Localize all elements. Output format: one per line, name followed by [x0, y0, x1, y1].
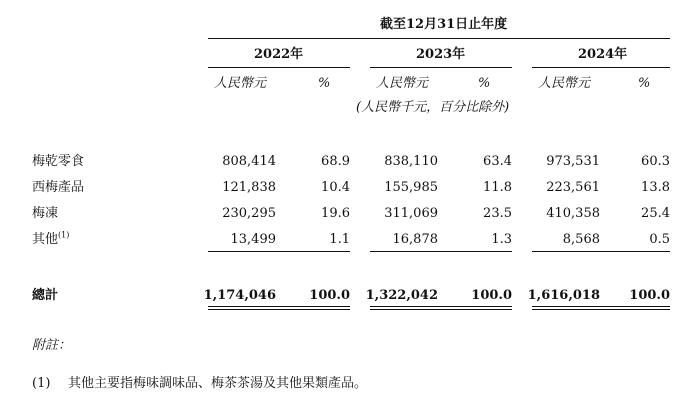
value-2023-amount: 155,985 [384, 180, 438, 195]
row-label-text: 其他 [32, 232, 59, 247]
value-2022-percent: 19.6 [321, 206, 350, 221]
row-label: 梅乾零食 [32, 154, 85, 169]
notes-heading: 附註： [32, 338, 72, 353]
currency-label-2023: 人民幣元 [376, 76, 429, 91]
value-2023-percent: 1.3 [491, 232, 512, 247]
value-2022-percent: 1.1 [329, 232, 350, 247]
period-rule [208, 38, 670, 39]
value-2024-percent: 25.4 [641, 206, 670, 221]
value-2024-amount: 223,561 [546, 180, 600, 195]
year-2024-rule [532, 67, 670, 68]
total-2022-percent: 100.0 [309, 288, 350, 303]
year-2022-header: 2022年 [254, 47, 304, 62]
currency-label-2024: 人民幣元 [538, 76, 591, 91]
total-double-rule [370, 306, 512, 310]
value-2024-percent: 60.3 [641, 154, 670, 169]
value-2022-amount: 230,295 [222, 206, 276, 221]
value-2022-amount: 808,414 [222, 154, 276, 169]
value-2022-amount: 13,499 [230, 232, 276, 247]
value-2023-percent: 23.5 [483, 206, 512, 221]
value-2024-amount: 410,358 [546, 206, 600, 221]
footnote-marker: (1) [58, 230, 70, 240]
period-header: 截至12月31日止年度 [380, 17, 508, 32]
total-2023-percent: 100.0 [471, 288, 512, 303]
row-label [32, 230, 70, 247]
value-2022-percent: 10.4 [321, 180, 350, 195]
total-2024-amount: 1,616,018 [527, 288, 600, 303]
footnote-number: (1) [32, 376, 51, 391]
year-2022-rule [208, 67, 350, 68]
value-2023-percent: 11.8 [483, 180, 512, 195]
total-double-rule [208, 306, 350, 310]
year-2023-rule [370, 67, 512, 68]
footnote-text: 其他主要指梅味調味品、梅茶茶湯及其他果類產品。 [68, 376, 368, 391]
value-2022-amount: 121,838 [222, 180, 276, 195]
percent-label-2022: % [318, 76, 331, 91]
total-2024-percent: 100.0 [629, 288, 670, 303]
unit-note: (人民幣千元，百分比除外) [356, 100, 510, 115]
row-label: 梅凍 [32, 206, 59, 221]
value-2022-percent: 68.9 [321, 154, 350, 169]
subtotal-rule [532, 251, 670, 252]
value-2024-amount: 8,568 [562, 232, 600, 247]
subtotal-rule [370, 251, 512, 252]
value-2023-amount: 838,110 [384, 154, 438, 169]
percent-label-2023: % [478, 76, 491, 91]
currency-label-2022: 人民幣元 [214, 76, 267, 91]
value-2023-amount: 16,878 [392, 232, 438, 247]
total-label: 總計 [32, 288, 59, 303]
subtotal-rule [208, 251, 350, 252]
row-label: 西梅產品 [32, 180, 85, 195]
value-2023-percent: 63.4 [483, 154, 512, 169]
total-2022-amount: 1,174,046 [203, 288, 276, 303]
value-2024-percent: 13.8 [641, 180, 670, 195]
total-2023-amount: 1,322,042 [365, 288, 438, 303]
value-2024-amount: 973,531 [546, 154, 600, 169]
total-double-rule [532, 306, 670, 310]
value-2024-percent: 0.5 [649, 232, 670, 247]
year-2024-header: 2024年 [578, 47, 628, 62]
percent-label-2024: % [638, 76, 651, 91]
year-2023-header: 2023年 [416, 47, 466, 62]
value-2023-amount: 311,069 [384, 206, 438, 221]
